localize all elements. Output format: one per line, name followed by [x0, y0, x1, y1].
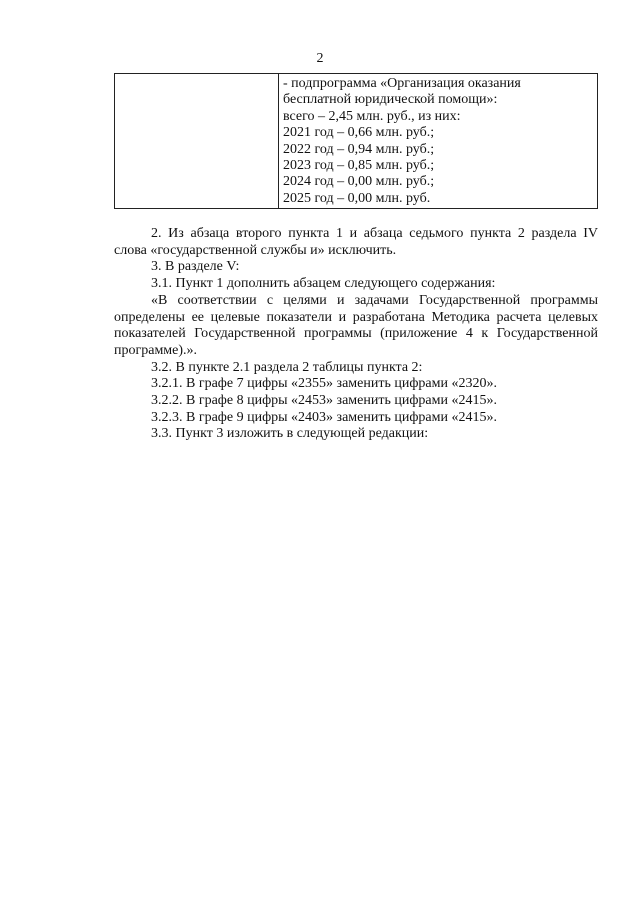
table-line: 2022 год – 0,94 млн. руб.; — [283, 141, 435, 157]
table-line: всего – 2,45 млн. руб., из них: — [283, 108, 461, 124]
quote-line-1: «В соответствии с целями и задачами Государственной программы — [151, 292, 598, 308]
paragraph-2-line-1: 2. Из абзаца второго пункта 1 и абзаца седьмого пункта 2 раздела IV — [151, 226, 598, 241]
paragraph-3-2: 3.2. В пункте 2.1 раздела 2 таблицы пункта 2: — [151, 359, 423, 375]
page-number: 2 — [316, 51, 324, 66]
table-line: 2023 год – 0,85 млн. руб.; — [283, 158, 435, 174]
table-cell-subprogram-funding — [279, 74, 597, 208]
paragraph-3-2-1: 3.2.1. В графе 7 цифры «2355» заменить цифрами «2320». — [151, 376, 497, 392]
table-line: - подпрограмма «Организация оказания — [283, 76, 521, 91]
table-line: бесплатной юридической помощи»: — [283, 92, 498, 108]
document-body — [114, 226, 598, 443]
quote-line-4: программе).». — [114, 342, 198, 358]
quote-line-3: показателей Государственной программы (приложение 4 к Государственной — [114, 326, 598, 342]
paragraph-3: 3. В разделе V: — [151, 259, 240, 275]
table-line: 2025 год – 0,00 млн. руб. — [283, 190, 431, 206]
paragraph-3-2-2: 3.2.2. В графе 8 цифры «2453» заменить цифрами «2415». — [151, 393, 497, 409]
quote-line-2: определены ее целевые показатели и разработана Методика расчета целевых — [114, 309, 598, 325]
paragraph-2-line-2: слова «государственной службы и» исключить. — [114, 242, 397, 258]
paragraph-3-2-3: 3.2.3. В графе 9 цифры «2403» заменить цифрами «2415». — [151, 409, 497, 425]
table-line: 2024 год – 0,00 млн. руб.; — [283, 174, 435, 190]
paragraph-3-1: 3.1. Пункт 1 дополнить абзацем следующего содержания: — [151, 276, 496, 292]
table-cell-empty — [115, 74, 279, 208]
table-line: 2021 год – 0,66 млн. руб.; — [283, 125, 435, 141]
continuation-table — [114, 73, 598, 209]
paragraph-3-3: 3.3. Пункт 3 изложить в следующей редакции: — [151, 426, 429, 442]
